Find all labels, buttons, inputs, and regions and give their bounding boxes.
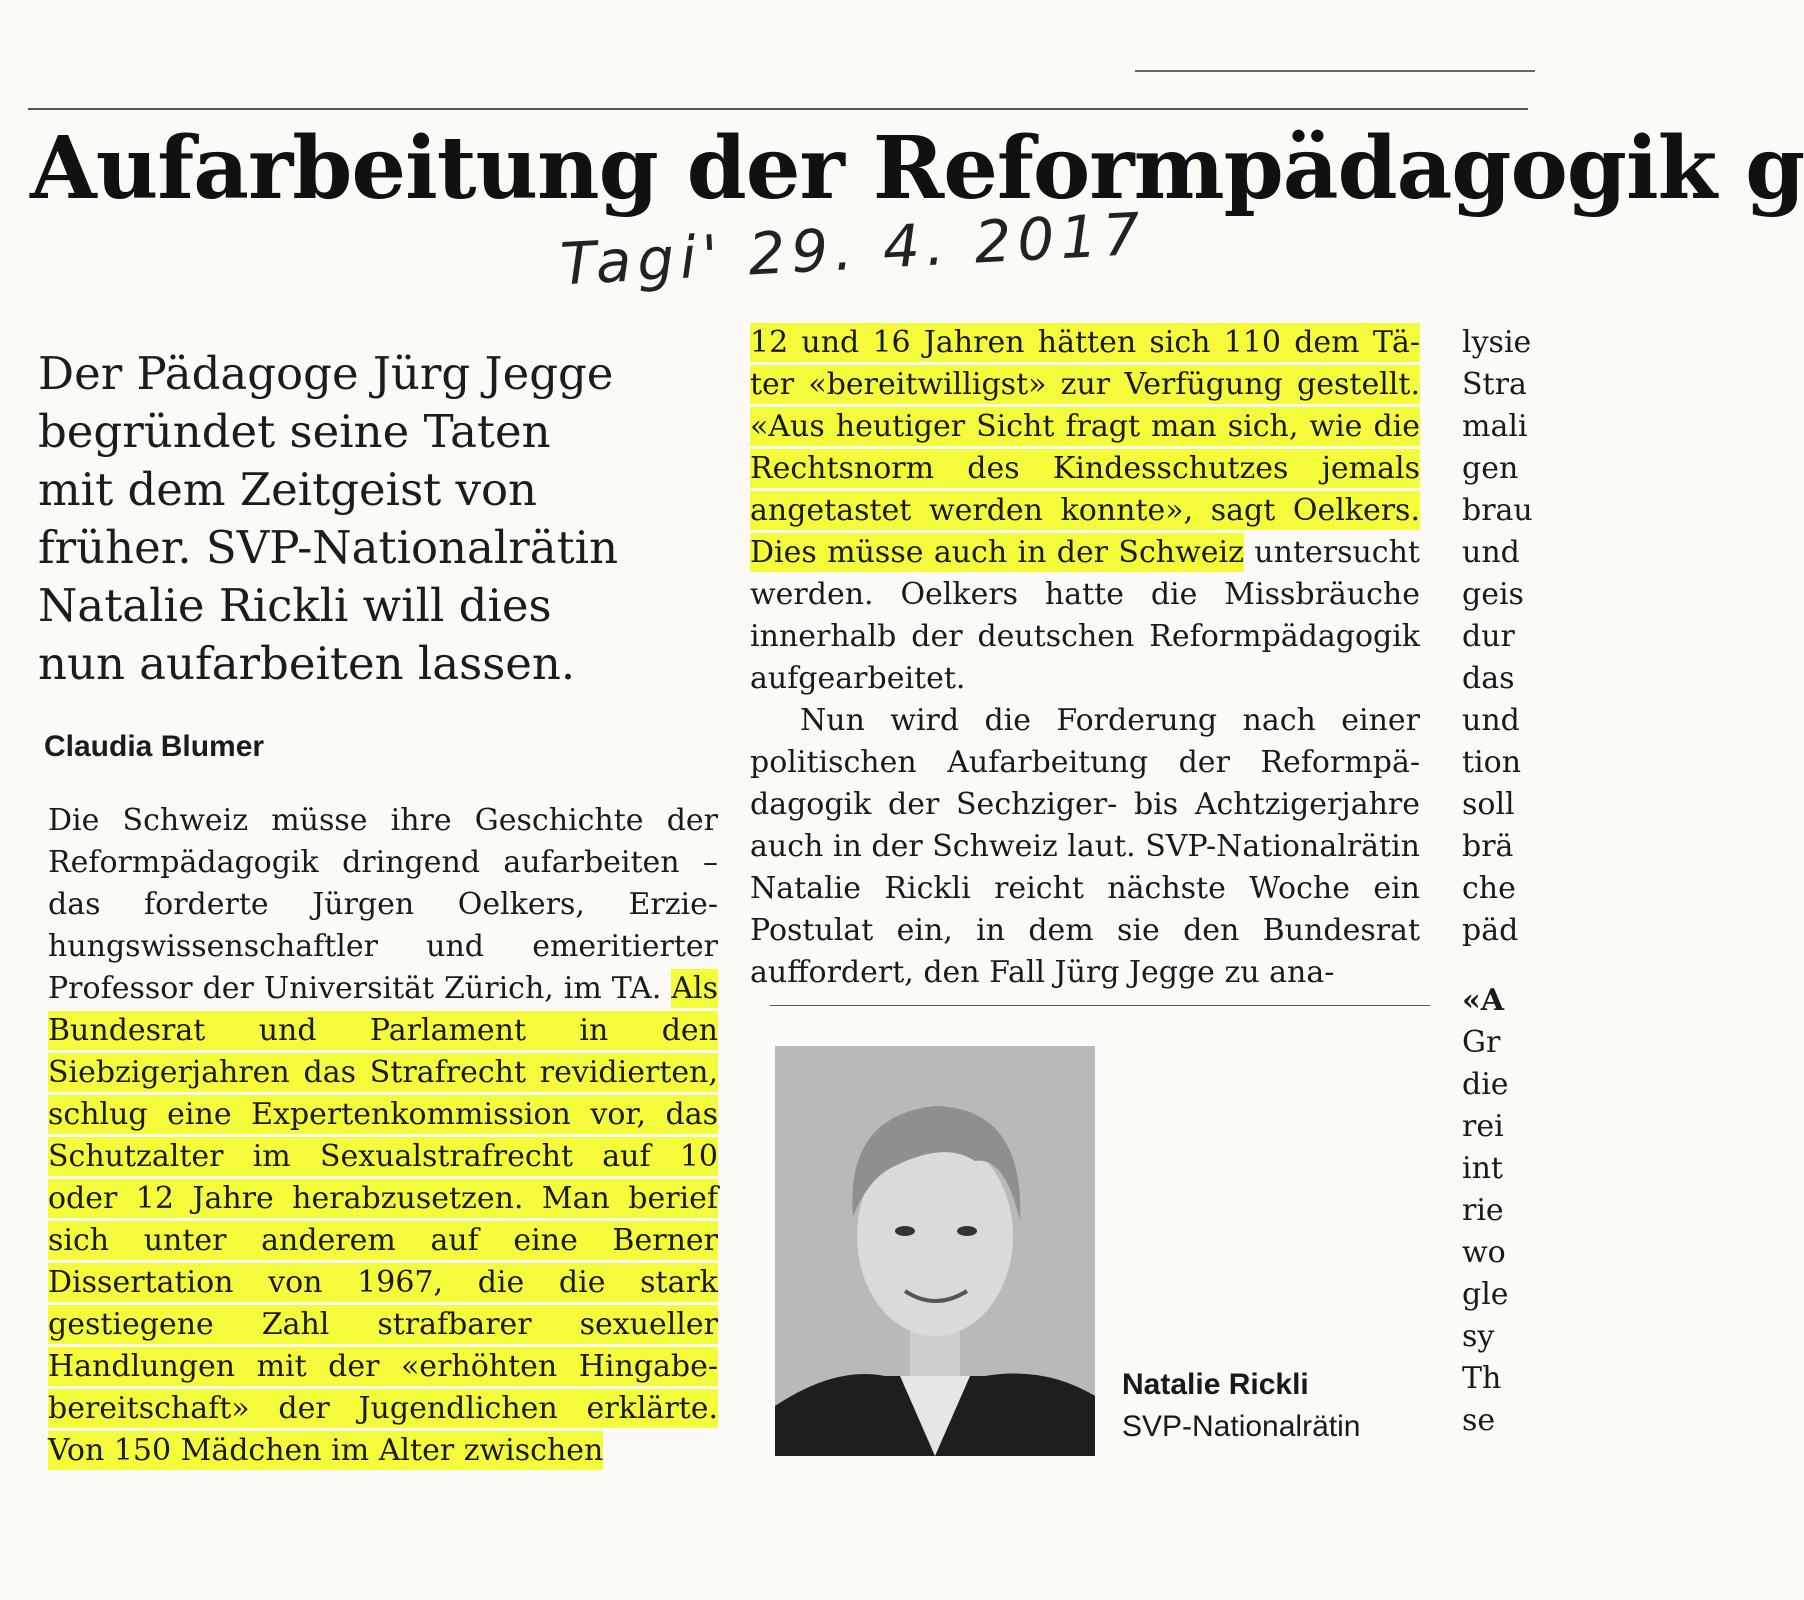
portrait-illustration xyxy=(775,1046,1095,1456)
col3-line: rei xyxy=(1462,1109,1504,1144)
author-byline: Claudia Blumer xyxy=(44,730,265,763)
portrait-photo xyxy=(775,1046,1095,1456)
col3-subhead: «A xyxy=(1462,983,1505,1018)
column-2-paragraph-1 xyxy=(750,322,1420,700)
column-1-highlighted-text: Als Bundesrat und Parlament in den Siebzigerjahren das Strafrecht revidierten, schlug eine Expertenkommission vor, das Schutzalter im Sexualstrafrecht auf 10 oder 12 Jahre herabzusetzen. Man berief sich unter anderem auf eine Berner Dissertation von 1967, die die stark gestiegene Zahl strafbarer sexueller Handlungen mit der «erhöhten Hingabebereitschaft» der Jugendlichen erklärte. Von 150 Mädchen im Alter zwischen xyxy=(48,971,718,1468)
col3-line: mali xyxy=(1462,409,1528,444)
col3-line: wo xyxy=(1462,1235,1506,1270)
col3-line: und xyxy=(1462,703,1520,738)
col3-line: rie xyxy=(1462,1193,1504,1228)
col3-line: lysie xyxy=(1462,325,1532,360)
column-1-plain-text: Die Schweiz müsse ihre Geschichte der Reformpädagogik dringend aufarbeiten – das forderte Jürgen Oelkers, Erziehungswissenschaftler und emeritierter Professor der Universität Zürich, im TA. xyxy=(48,803,718,1006)
col3-line: dur xyxy=(1462,619,1515,654)
col3-line: brau xyxy=(1462,493,1533,528)
top-rule xyxy=(28,108,1528,110)
photo-caption-name: Natalie Rickli xyxy=(1122,1368,1309,1401)
article-column-2 xyxy=(750,322,1420,994)
column-1-text xyxy=(48,800,718,1472)
column-2-paragraph-2: Nun wird die Forderung nach einer politischen Aufarbeitung der Reformpädagogik der Sechziger- bis Achtzigerjahre auch in der Schweiz laut. SVP-Nationalrätin Natalie Rickli reicht nächste Woche ein Postulat ein, in dem sie den Bundesrat auffordert, den Fall Jürg Jegge zu ana- xyxy=(750,703,1420,990)
article-column-1 xyxy=(48,800,718,1472)
col3-line: päd xyxy=(1462,913,1519,948)
col3-line: tion xyxy=(1462,745,1522,780)
lead-paragraph: Der Pädagoge Jürg Jegge begründet seine Taten mit dem Zeitgeist von früher. SVP-Nationalrätin Natalie Rickli will dies nun aufarbeiten lassen. xyxy=(38,347,619,690)
headline: Aufarbeitung der Reformpädagogik g xyxy=(30,118,1804,219)
photo-caption-role: SVP-Nationalrätin xyxy=(1122,1410,1361,1443)
col3-line: gen xyxy=(1462,451,1519,486)
col3-line: Th xyxy=(1462,1361,1502,1396)
col3-line: und xyxy=(1462,535,1520,570)
col3-line: gle xyxy=(1462,1277,1509,1312)
photo-divider-rule xyxy=(770,1005,1430,1006)
article-column-3-cropped xyxy=(1462,322,1557,1442)
col3-gap xyxy=(1462,952,1557,980)
column-2-highlighted-text: 12 und 16 Jahren hätten sich 110 dem Täter «bereitwilligst» zur Verfügung gestellt. «Aus heutiger Sicht fragt man sich, wie die Rechtsnorm des Kindesschutzes jemals angetastet werden konnte», sagt Oelkers. Dies müsse auch in der Schweiz xyxy=(750,325,1420,570)
col3-line: brä xyxy=(1462,829,1514,864)
col3-line: Stra xyxy=(1462,367,1527,402)
column-2-plain-text: untersucht werden. Oelkers hatte die Missbräuche innerhalb der deutschen Reformpädagogik aufgearbeitet. xyxy=(750,535,1420,696)
col3-line: die xyxy=(1462,1067,1509,1102)
col3-line: se xyxy=(1462,1403,1496,1438)
col3-line: sy xyxy=(1462,1319,1495,1354)
top-rule-right xyxy=(1135,70,1535,72)
col3-line: soll xyxy=(1462,787,1515,822)
col3-line: das xyxy=(1462,661,1515,696)
col3-line: geis xyxy=(1462,577,1524,612)
col3-line: Gr xyxy=(1462,1025,1501,1060)
col3-line: che xyxy=(1462,871,1516,906)
col3-line: int xyxy=(1462,1151,1503,1186)
handwritten-date-note: Tagi' 29. 4. 2017 xyxy=(558,199,1148,299)
